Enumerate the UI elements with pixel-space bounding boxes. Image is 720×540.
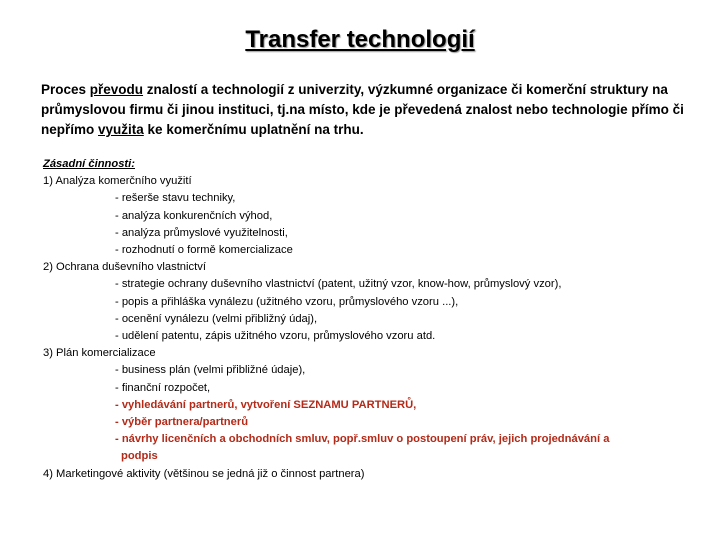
page-title: Transfer technologií [245, 26, 475, 53]
highlighted-list-item-continuation: podpis [121, 450, 158, 463]
section-title-4: 4) Marketingové aktivity (většinou se jedná již o činnost partnera) [43, 467, 365, 480]
list-item: - analýza konkurenčních výhod, [115, 209, 273, 222]
highlighted-list-item: - návrhy licenčních a obchodních smluv, popř.smluv o postoupení práv, jejich projednávání a [115, 433, 610, 446]
intro-underlined-vyuzita: využita [98, 122, 144, 137]
activities-heading: Zásadní činnosti: [43, 158, 135, 170]
intro-underlined-prevodu: převodu [89, 82, 144, 97]
activities-list [43, 156, 683, 483]
list-item: - rešerše stavu techniky, [115, 192, 236, 205]
intro-paragraph [41, 80, 691, 140]
section-title-3: 3) Plán komercializace [43, 347, 156, 360]
list-item: - ocenění vynálezu (velmi přibližný údaj), [115, 312, 318, 325]
section-title-2: 2) Ochrana duševního vlastnictví [43, 261, 206, 274]
list-item: - analýza průmyslové využitelnosti, [115, 226, 288, 239]
highlighted-list-item: - výběr partnera/partnerů [115, 416, 249, 429]
list-item: - udělení patentu, zápis užitného vzoru, průmyslového vzoru atd. [115, 330, 436, 343]
highlighted-list-item: - vyhledávání partnerů, vytvoření SEZNAMU PARTNERŮ, [115, 398, 417, 411]
list-item: - business plán (velmi přibližné údaje), [115, 364, 306, 377]
section-title-1: 1) Analýza komerčního využití [43, 175, 192, 188]
list-item: - popis a přihláška vynálezu (užitného vzoru, průmyslového vzoru ...), [115, 295, 459, 308]
intro-text-3: ke komerčnímu uplatnění na trhu. [143, 122, 364, 137]
list-item: - rozhodnutí o formě komercializace [115, 244, 293, 257]
intro-text-1: Proces [41, 82, 90, 97]
list-item: - strategie ochrany duševního vlastnictví (patent, užitný vzor, know-how, průmyslový vzor), [115, 278, 562, 291]
intro-text-2: znalostí a technologií z univerzity, výzkumné organizace či komerční struktury na průmyslovou firmu či jinou instituci, tj.na místo, kde je převedená znalost nebo technologie přímo či nepřímo [41, 82, 684, 137]
list-item: - finanční rozpočet, [115, 381, 211, 394]
